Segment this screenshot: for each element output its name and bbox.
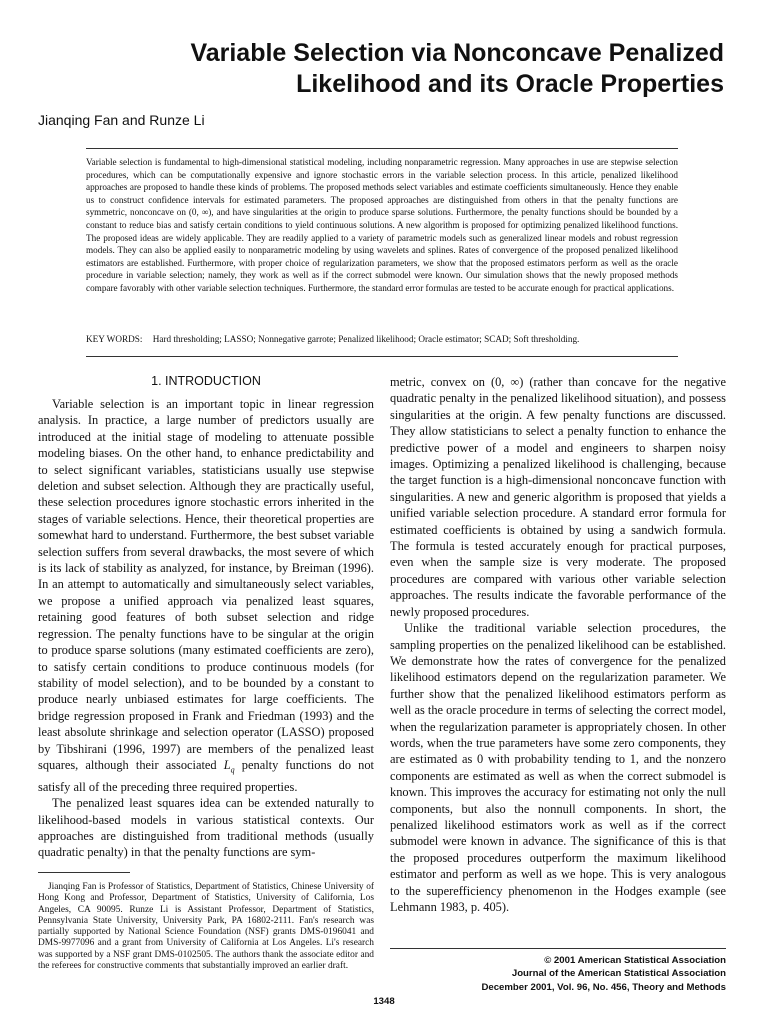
abstract: Variable selection is fundamental to high-dimensional statistical modeling, including nonparametric regression. Many approaches in use are stepwise selection procedures, which can be computationally expensive and ignore stochastic errors in the variable selection process. In this article, penalized likelihood approaches are proposed to handle these kinds of problems. The proposed methods select variables and estimate coefficients simultaneously. Hence they enable us to construct confidence intervals for estimated parameters. The proposed approaches are distinguished from others in that the penalty functions are symmetric, nonconcave on (0, ∞), and have singularities at the origin to produce sparse solutions. Furthermore, the penalty functions should be bounded by a constant to reduce bias and satisfy certain conditions to yield continuous solutions. A new algorithm is proposed for optimizing penalized likelihood functions. The proposed ideas are widely applicable. They are readily applied to a variety of parametric models such as generalized linear models and robust regression models. They can also be applied easily to nonparametric modeling by using wavelets and splines. Rates of convergence of the proposed penalized likelihood estimators are established. Furthermore, with proper choice of regularization parameters, we show that the proposed estimators perform as well as the oracle procedure in variable selection; namely, they work as well as if the correct submodel were known. Our simulation shows that the newly proposed methods compare favorably with other variable selection techniques. Furthermore, the standard error formulas are tested to be accurate enough for practical applications. [86,157,678,293]
footnote-rule [38,872,130,873]
intro-paragraph-1-text: Variable selection is an important topic in linear regression analysis. In practice, a large number of predictors usually are introduced at the initial stage of modeling to attenuate possible modeling biases. On the other hand, to enhance predictability and to select significant variables, statisticians usually use stepwise deletion and subset selection. Although they are practically useful, these selection procedures ignore stochastic errors inherited in the stages of variable selections. Hence, their theoretical properties are somewhat hard to understand. Furthermore, the best subset variable selection suffers from several drawbacks, the most severe of which is its lack of stability as analyzed, for instance, by Breiman (1996). In an attempt to automatically and simultaneously select variables, we propose a unified approach via penalized least squares, retaining good features of both subset selection and ridge regression. The penalty functions have to be singular at the origin to produce sparse solutions (many estimated coefficients are zero), to satisfy certain conditions to produce continuous models (for stability of model selection), and to be bounded by a constant to produce nearly unbiased estimates for large coefficients. The bridge regression proposed in Frank and Friedman (1993) and the least absolute shrinkage and selection operator (LASSO) proposed by Tibshirani (1996, 1997) are members of the penalized least squares, although their associated [38,397,374,772]
intro-paragraph-1 [38,396,374,795]
page-number: 1348 [373,996,395,1007]
keywords [86,333,678,345]
keywords-list: Hard thresholding; LASSO; Nonnegative garrote; Penalized likelihood; Oracle estimator; SCAD; Soft thresholding. [152,334,580,344]
intro-paragraph-2: The penalized least squares idea can be extended naturally to likelihood-based models in various statistical contexts. Our approaches are distinguished from traditional methods (usually quadratic penalty) in that the penalty functions are sym- [38,796,374,860]
copyright-line: © 2001 American Statistical Association [544,955,726,966]
copyright-rule [390,948,726,949]
author-footnote: Jianqing Fan is Professor of Statistics, Department of Statistics, Chinese University of Hong Kong and Professor, Department of Statistics, University of California, Los Angeles, CA 90095. Runze Li is Assistant Professor, Department of Statistics, Pennsylvania State University, University Park, PA 16802-2111. Fan's research was partially supported by National Science Foundation (NSF) grants DMS-0196041 and DMS-9977096 and a grant from University of California at Los Angeles. Li's research was supported by a NSF grant DMS-0102505. The authors thank the associate editor and the referees for constructive comments that substantially improved an earlier draft. [38,882,374,972]
left-column [38,396,374,861]
keywords-label: KEY WORDS: [86,334,143,344]
lq-symbol: $L_q$ [223,757,235,775]
abstract-bottom-rule [86,356,678,357]
intro-paragraph-4: Unlike the traditional variable selection procedures, the sampling properties on the penalized likelihood can be established. We demonstrate how the rates of convergence for the penalized likelihood estimators depend on the regularization parameter. We further show that the penalized likelihood estimators perform as well as the oracle procedure in terms of selecting the correct model, when the regularization parameter is appropriately chosen. In other words, when the true parameters have some zero components, they are estimated as 0 with probability tending to 1, and the nonzero components are estimated as well as when the correct submodel is known. This improves the accuracy for estimating not only the null components, but also the nonnull components. In short, the penalized likelihood estimators work as well as if the correct submodel were known in advance. The significance of this is that the proposed procedures outperform the maximum likelihood estimator and perform as well as we hope. This is very analogous to the superefficiency phenomenon in the Hodges example (see Lehmann 1983, p. 405). [390,621,726,914]
right-column [390,374,726,915]
issue-info: December 2001, Vol. 96, No. 456, Theory and Methods [481,981,726,993]
copyright-block [390,954,726,994]
paper-title: Variable Selection via Nonconcave Penalized Likelihood and its Oracle Properties [190,39,724,98]
abstract-top-rule [86,148,678,149]
intro-paragraph-1-end: penalty functions do not satisfy all of the preceding three required properties. [38,757,374,794]
intro-paragraph-3: metric, convex on (0, ∞) (rather than concave for the negative quadratic penalty in the penalized likelihood situation), and possess singularities at the origin. A few penalty functions are discussed. They allow statisticians to select a penalty function to enhance the predictive power of a model and engineers to sharpen noisy images. Optimizing a penalized likelihood is challenging, because the target function is a high-dimensional nonconcave function with singularities. A new and generic algorithm is proposed that yields a unified variable selection procedure. A standard error formula for estimated coefficients is obtained by using a sandwich formula. The formula is tested accurately enough for practical purposes, even when the sample size is very moderate. The proposed procedures are compared with various other variable selection approaches. The results indicate the favorable performance of the newly proposed procedures. [390,375,726,619]
journal-name: Journal of the American Statistical Association [511,968,726,980]
paper-authors: Jianqing Fan and Runze Li [38,112,205,128]
section-heading: 1. INTRODUCTION [151,374,261,388]
